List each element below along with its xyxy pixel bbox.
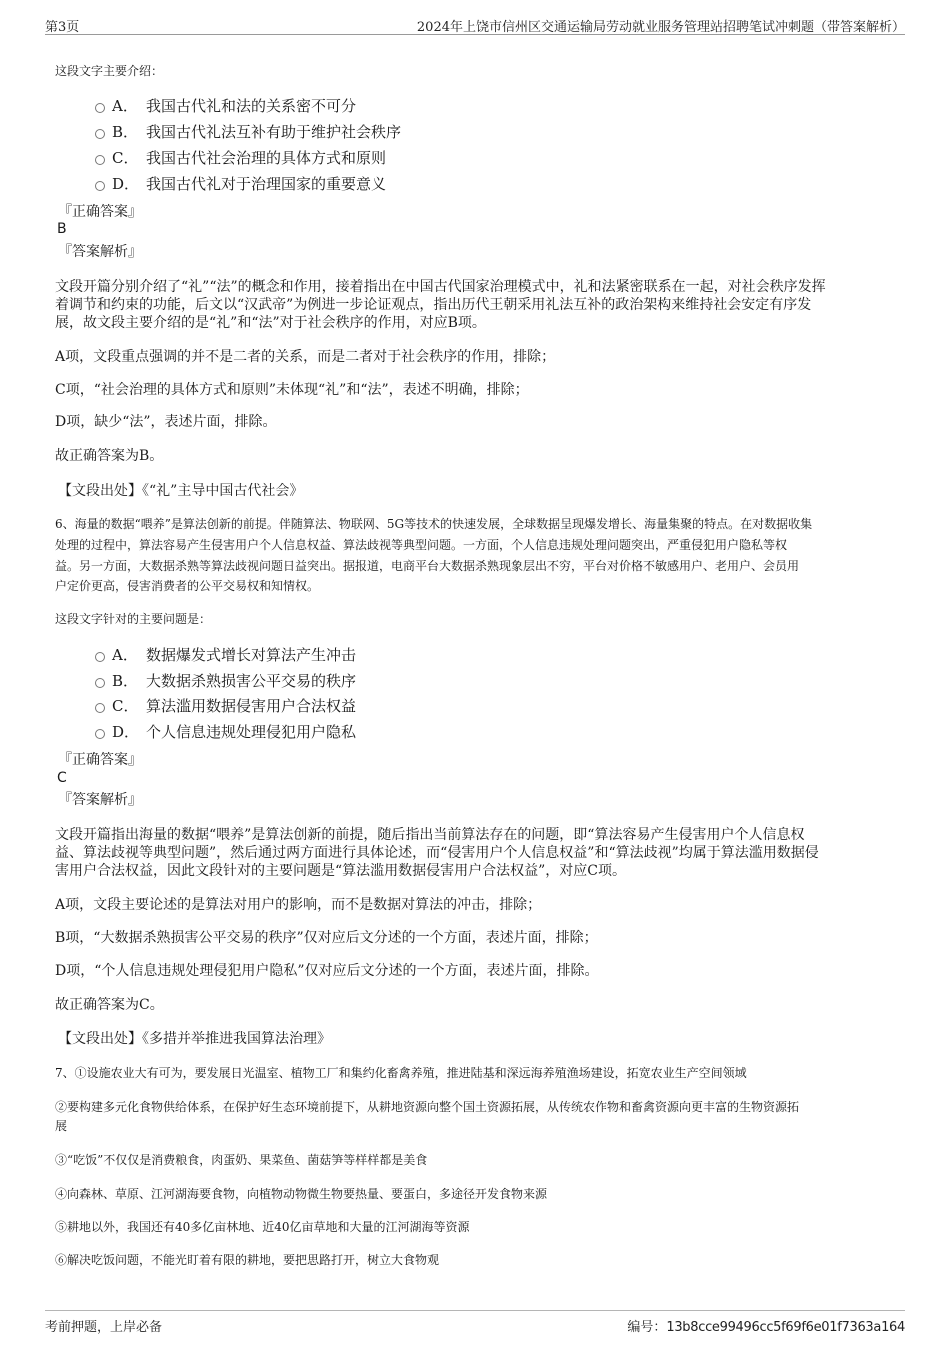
- q6-stem-line: 益。另一方面，大数据杀熟等算法歧视问题日益突出。据报道，电商平台大数据杀熟现象层出不穷，平台对价格不敏感用户、老用户、会员用: [55, 559, 800, 573]
- radio-icon[interactable]: [95, 103, 105, 113]
- q5-note-c: C项，“社会治理的具体方式和原则”未体现“礼”和“法”，表述不明确，排除；: [55, 382, 529, 398]
- radio-icon[interactable]: [95, 181, 105, 191]
- q6-option-a[interactable]: A． 数据爆发式增长对算法产生冲击: [95, 645, 356, 665]
- option-text: 大数据杀熟损害公平交易的秩序: [146, 672, 357, 690]
- radio-icon[interactable]: [95, 129, 105, 139]
- q5-answer-label: 『正确答案』: [58, 204, 142, 220]
- q6-option-b[interactable]: B． 大数据杀熟损害公平交易的秩序: [95, 671, 356, 691]
- code-value: 13b8cce99496cc5f69f6e01f7363a164: [666, 1320, 905, 1335]
- q6-analysis-label: 『答案解析』: [58, 792, 142, 808]
- q5-analysis-line: 展，故文段主要介绍的是“礼”和“法”对于社会秩序的作用，对应B项。: [55, 315, 486, 331]
- q6-stem-line: 处理的过程中，算法容易产生侵害用户个人信息权益、算法歧视等典型问题。一方面，个人信息违规处理问题突出，严重侵犯用户隐私等权: [55, 538, 788, 552]
- q6-note-b: B项，“大数据杀熟损害公平交易的秩序”仅对应后文分述的一个方面，表述片面，排除；: [55, 930, 598, 946]
- q6-prompt: 这段文字针对的主要问题是：: [55, 612, 212, 626]
- q5-option-c[interactable]: C． 我国古代社会治理的具体方式和原则: [95, 148, 386, 168]
- q5-analysis-line: 文段开篇分别介绍了“礼”“法”的概念和作用，接着指出在中国古代国家治理模式中，礼和法紧密联系在一起，对社会秩序发挥: [55, 279, 826, 295]
- option-text: 我国古代社会治理的具体方式和原则: [146, 149, 387, 167]
- q6-analysis-line: 益、算法歧视等典型问题”，然后通过两方面进行具体论述，而“侵害用户个人信息权益”和“算法歧视”均属于算法滥用数据侵: [55, 845, 819, 861]
- q5-note-d: D项，缺少“法”，表述片面，排除。: [55, 414, 277, 430]
- q6-option-c[interactable]: C． 算法滥用数据侵害用户合法权益: [95, 696, 356, 716]
- document-code: [627, 1316, 905, 1335]
- option-text: 数据爆发式增长对算法产生冲击: [146, 646, 357, 664]
- radio-icon[interactable]: [95, 678, 105, 688]
- radio-icon[interactable]: [95, 652, 105, 662]
- q7-line: ⑥解决吃饭问题，不能光盯着有限的耕地，要把思路打开，树立大食物观: [55, 1253, 440, 1267]
- q7-line: ④向森林、草原、江河湖海要食物，向植物动物微生物要热量、要蛋白，多途径开发食物来源: [55, 1187, 548, 1201]
- q6-answer: C: [57, 770, 67, 786]
- q6-analysis-line: 害用户合法权益，因此文段针对的主要问题是“算法滥用数据侵害用户合法权益”，对应C项。: [55, 863, 627, 879]
- option-text: 我国古代礼和法的关系密不可分: [146, 97, 357, 115]
- q5-option-b[interactable]: B． 我国古代礼法互补有助于维护社会秩序: [95, 122, 401, 142]
- q7-line: ⑤耕地以外，我国还有40多亿亩林地、近40亿亩草地和大量的江河湖海等资源: [55, 1220, 470, 1234]
- q6-note-d: D项，“个人信息违规处理侵犯用户隐私”仅对应后文分述的一个方面，表述片面，排除。: [55, 963, 599, 979]
- q5-option-a[interactable]: A． 我国古代礼和法的关系密不可分: [95, 96, 356, 116]
- q6-conclusion: 故正确答案为C。: [55, 997, 164, 1013]
- q6-option-d[interactable]: D． 个人信息违规处理侵犯用户隐私: [95, 722, 356, 742]
- q5-analysis-line: 着调节和约束的功能，后文以“汉武帝”为例进一步论证观点，指出历代王朝采用礼法互补的政治架构来维持社会安定有序发: [55, 297, 812, 313]
- q6-answer-label: 『正确答案』: [58, 752, 142, 768]
- q5-answer: B: [57, 221, 67, 237]
- option-text: 我国古代礼法互补有助于维护社会秩序: [146, 123, 402, 141]
- page-footer: [45, 1310, 905, 1335]
- q7-line: 展: [55, 1119, 68, 1133]
- option-text: 算法滥用数据侵害用户合法权益: [146, 697, 357, 715]
- q5-prompt: 这段文字主要介绍：: [55, 64, 164, 78]
- option-text: 个人信息违规处理侵犯用户隐私: [146, 723, 357, 741]
- q6-stem-line: 6、海量的数据“喂养”是算法创新的前提。伴随算法、物联网、5G等技术的快速发展，全球数据呈现爆发增长、海量集聚的特点。在对数据收集: [55, 517, 813, 531]
- option-text: 我国古代礼对于治理国家的重要意义: [146, 175, 387, 193]
- q7-line: ②要构建多元化食物供给体系，在保护好生态环境前提下，从耕地资源向整个国土资源拓展，从传统农作物和畜禽资源向更丰富的生物资源拓: [55, 1100, 800, 1114]
- q6-stem-line: 户定价更高，侵害消费者的公平交易权和知情权。: [55, 579, 320, 593]
- q5-source: 【文段出处】《“礼”主导中国古代社会》: [58, 483, 304, 499]
- radio-icon[interactable]: [95, 703, 105, 713]
- q7-line: 7、①设施农业大有可为，要发展日光温室、植物工厂和集约化畜禽养殖，推进陆基和深远海养殖渔场建设，拓宽农业生产空间领域: [55, 1066, 747, 1080]
- page-number: 第3页: [45, 20, 80, 35]
- document-title: 2024年上饶市信州区交通运输局劳动就业服务管理站招聘笔试冲刺题（带答案解析）: [416, 20, 905, 35]
- page-header: [45, 14, 905, 35]
- q7-line: ③“吃饭”不仅仅是消费粮食，肉蛋奶、果菜鱼、菌菇笋等样样都是美食: [55, 1153, 428, 1167]
- q5-conclusion: 故正确答案为B。: [55, 448, 164, 464]
- q5-option-d[interactable]: D． 我国古代礼对于治理国家的重要意义: [95, 174, 386, 194]
- q6-analysis-line: 文段开篇指出海量的数据“喂养”是算法创新的前提，随后指出当前算法存在的问题，即“算法容易产生侵害用户个人信息权: [55, 827, 805, 843]
- radio-icon[interactable]: [95, 155, 105, 165]
- q5-note-a: A项，文段重点强调的并不是二者的关系，而是二者对于社会秩序的作用，排除；: [55, 349, 556, 365]
- footer-slogan: 考前押题，上岸必备: [45, 1320, 163, 1335]
- q5-analysis-label: 『答案解析』: [58, 244, 142, 260]
- q6-source: 【文段出处】《多措并举推进我国算法治理》: [58, 1031, 331, 1047]
- q6-note-a: A项，文段主要论述的是算法对用户的影响，而不是数据对算法的冲击，排除；: [55, 897, 542, 913]
- radio-icon[interactable]: [95, 729, 105, 739]
- code-label: 编号：: [627, 1320, 667, 1335]
